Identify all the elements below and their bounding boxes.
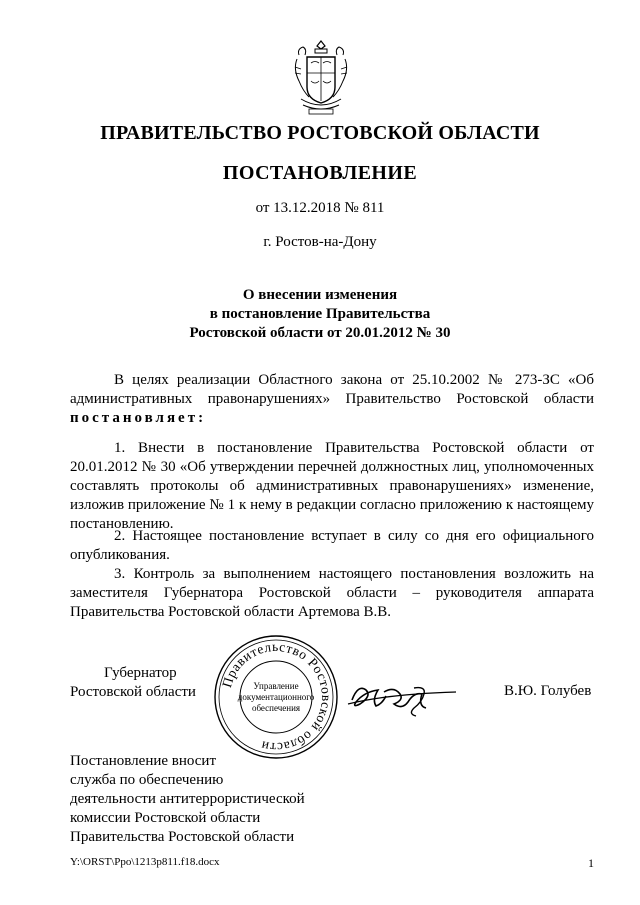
stamp-inner-line: обеспечения [251, 703, 301, 713]
introduced-by-line: Правительства Ростовской области [70, 829, 295, 845]
preamble-text: В целях реализации Областного закона от 25.10.2002 № 273-ЗС «Об административных правонарушениях» Правительство Ростовской области [70, 372, 594, 407]
official-stamp [212, 633, 340, 761]
clause-2 [70, 527, 594, 565]
position-line: Ростовской области [70, 684, 196, 700]
clause-2-text: 2. Настоящее постановление вступает в силу со дня его официального опубликования. [70, 528, 594, 563]
introduced-by-line: деятельности антитеррористической [70, 791, 305, 807]
clause-3 [70, 565, 594, 622]
resolves-word: постановляет: [70, 410, 207, 426]
position-line: Губернатор [104, 665, 177, 681]
city: г. Ростов-на-Дону [263, 234, 377, 250]
subject-line: О внесении изменения [242, 287, 398, 303]
introduced-by-line: комиссии Ростовской области [70, 810, 261, 826]
stamp-ring-text: Правительство Ростовской области [219, 638, 335, 756]
clause-1-text: 1. Внести в постановление Правительства Ростовской области от 20.01.2012 № 30 «Об утверждении перечней должностных лиц, уполномоченных составлять протоколы об административных правонарушениях» изменение, изложив приложение № 1 к нему в редакции согласно приложению к настоящему постановлению. [70, 440, 594, 532]
file-path: Y:\ORST\Ppo\1213p811.f18.docx [70, 856, 220, 868]
subject-line: Ростовской области от 20.01.2012 № 30 [189, 325, 451, 341]
preamble-paragraph [70, 371, 594, 428]
stamp-inner-line: документационного [237, 692, 315, 702]
signer-name: В.Ю. Голубев [504, 683, 592, 699]
document-type: ПОСТАНОВЛЕНИЕ [222, 162, 418, 184]
introduced-by-line: служба по обеспечению [70, 772, 224, 788]
clause-1 [70, 439, 594, 534]
introduced-by-line: Постановление вносит [70, 753, 217, 769]
clause-3-text: 3. Контроль за выполнением настоящего постановления возложить на заместителя Губернатора Ростовской области – руководителя аппарата Правительства Ростовской области Артемова В.В. [70, 566, 594, 620]
document-subject [0, 286, 640, 343]
government-title: ПРАВИТЕЛЬСТВО РОСТОВСКОЙ ОБЛАСТИ [100, 122, 540, 144]
date-and-number: от 13.12.2018 № 811 [255, 200, 385, 216]
introduced-by-block [70, 752, 370, 847]
signer-position [70, 664, 220, 702]
stamp-inner-line: Управление [253, 681, 299, 691]
page-number: 1 [588, 856, 594, 870]
subject-line: в постановление Правительства [209, 306, 431, 322]
coat-of-arms-emblem [289, 37, 353, 117]
handwritten-signature [344, 670, 462, 726]
